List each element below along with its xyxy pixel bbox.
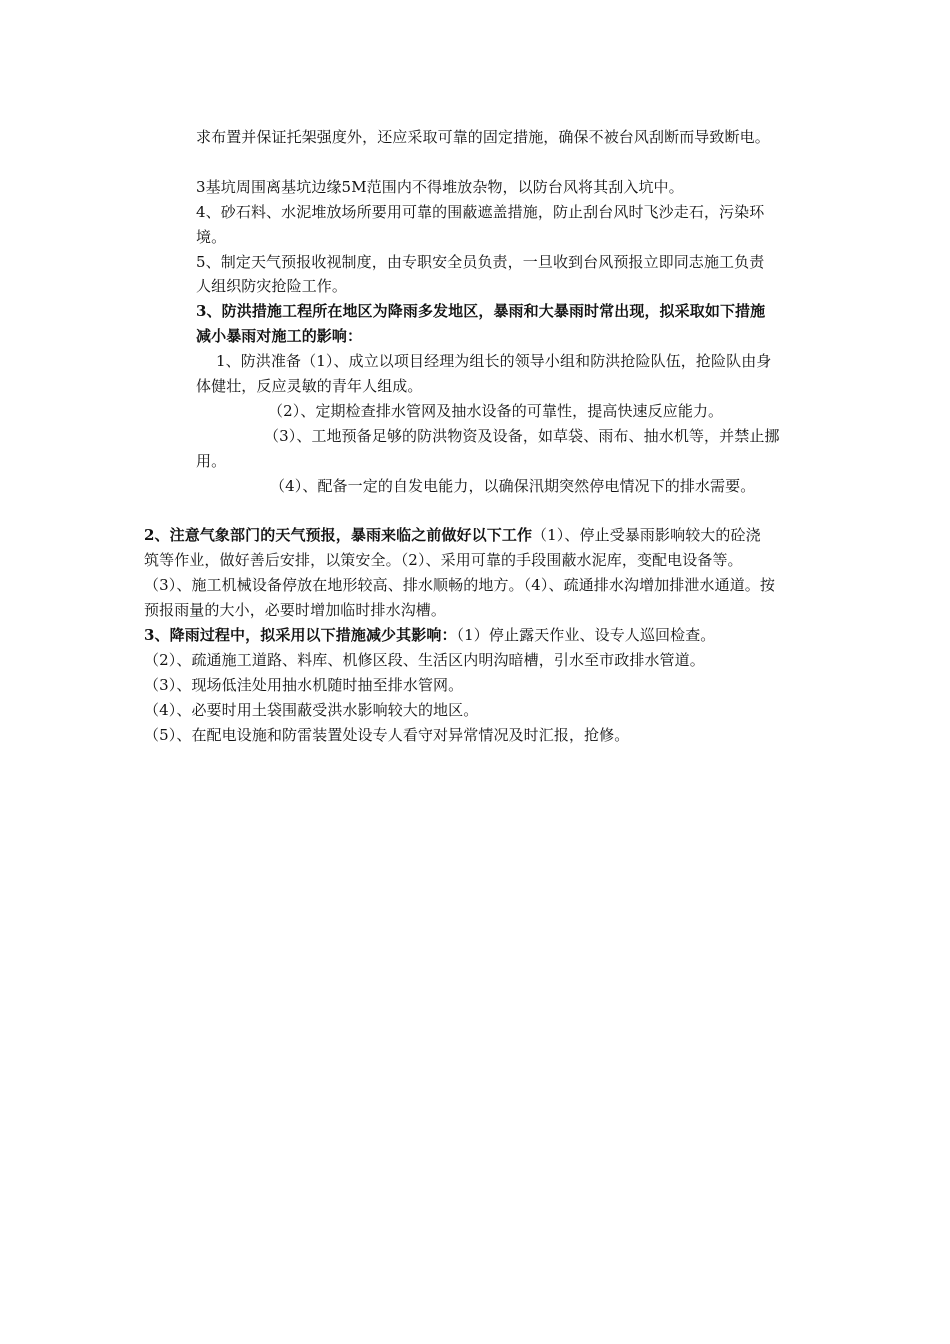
text-line: （2）、定期检查排水管网及抽水设备的可靠性，提高快速反应能力。 [268, 402, 724, 420]
text-line: 筑等作业，做好善后安排，以策安全。（2）、采用可靠的手段围蔽水泥库，变配电设备等。 [144, 551, 743, 569]
text-line: 人组织防灾抢险工作。 [196, 277, 348, 295]
paragraph-text: （1）、停止受暴雨影响较大的砼浇 [532, 526, 761, 544]
text-line: （3）、现场低洼处用抽水机随时抽至排水管网。 [144, 676, 464, 694]
paragraph-line [144, 525, 761, 545]
text-line: （2）、疏通施工道路、料库、机修区段、生活区内明沟暗槽，引水至市政排水管道。 [144, 651, 705, 669]
text-line: （3）、施工机械设备停放在地形较高、排水顺畅的地方。（4）、疏通排水沟增加排泄水通道。按 [144, 576, 775, 594]
text-line: （4）、必要时用土袋围蔽受洪水影响较大的地区。 [144, 701, 479, 719]
text-line: （4）、配备一定的自发电能力，以确保汛期突然停电情况下的排水需要。 [270, 477, 756, 495]
text-line: 4、砂石料、水泥堆放场所要用可靠的围蔽遮盖措施，防止刮台风时飞沙走石，污染环 [196, 203, 765, 221]
paragraph-heading: 2、注意气象部门的天气预报，暴雨来临之前做好以下工作 [144, 526, 533, 544]
text-line: 体健壮，反应灵敏的青年人组成。 [196, 377, 423, 395]
paragraph-line [144, 625, 715, 645]
paragraph-text: （1）停止露天作业、设专人巡回检查。 [456, 626, 716, 644]
text-line: 预报雨量的大小，必要时增加临时排水沟槽。 [144, 601, 447, 619]
text-line: 用。 [196, 452, 227, 470]
section-heading: 减小暴雨对施工的影响： [196, 327, 363, 345]
section-heading: 3、防洪措施工程所在地区为降雨多发地区，暴雨和大暴雨时常出现，拟采取如下措施 [196, 302, 766, 320]
text-line: 5、制定天气预报收视制度，由专职安全员负责，一旦收到台风预报立即同志施工负责 [196, 253, 765, 271]
text-line: （3）、工地预备足够的防洪物资及设备，如草袋、雨布、抽水机等，并禁止挪 [264, 427, 780, 445]
text-line: 3基坑周围离基坑边缘5M范围内不得堆放杂物，以防台风将其刮入坑中。 [196, 178, 684, 196]
text-line: 求布置并保证托架强度外，还应采取可靠的固定措施，确保不被台风刮断而导致断电。 [196, 128, 770, 146]
text-line: 境。 [196, 228, 227, 246]
text-line: 1、防洪准备（1）、成立以项目经理为组长的领导小组和防洪抢险队伍，抢险队由身 [216, 352, 772, 370]
text-line: （5）、在配电设施和防雷装置处设专人看守对异常情况及时汇报，抢修。 [144, 726, 630, 744]
paragraph-heading: 3、降雨过程中，拟采用以下措施减少其影响： [144, 626, 457, 644]
